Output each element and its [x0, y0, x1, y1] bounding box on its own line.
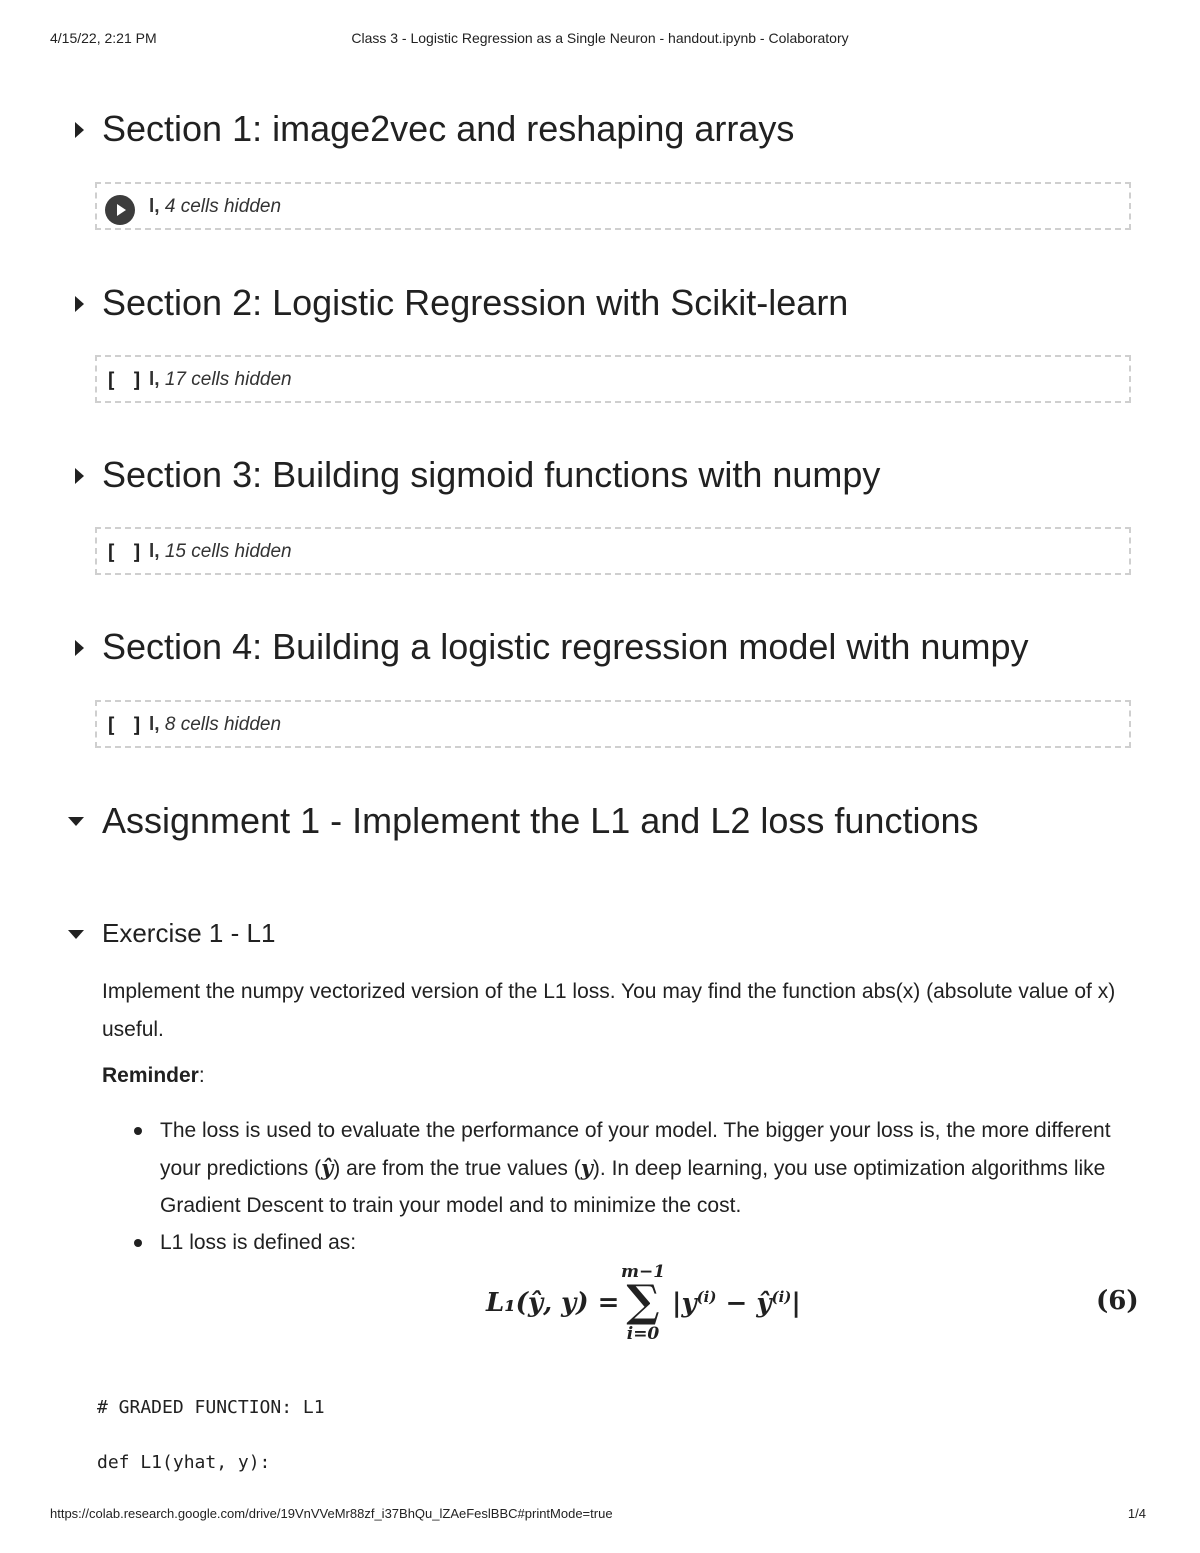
assignment-title: Assignment 1 - Implement the L1 and L2 loss functions [102, 800, 979, 841]
sum-upper-limit: m−1 [620, 1262, 666, 1282]
list-item: The loss is used to evaluate the performance of your model. The bigger your loss is, the more different your predictions (ŷ) are from the true values (y). In deep learning, you use optimization algorithms like Gradient Descent to train your model and to minimize the cost. [132, 1112, 1137, 1224]
print-url: https://colab.research.google.com/drive/19VnVVeMr88zf_i37BhQu_lZAeFeslBBC#printMode=true [50, 1506, 613, 1521]
print-title: Class 3 - Logistic Regression as a Single Neuron - handout.ipynb - Colaboratory [351, 30, 849, 46]
section-2-heading[interactable] [68, 282, 848, 324]
expand-arrow-icon[interactable] [75, 122, 84, 138]
section-1-heading[interactable] [68, 108, 794, 150]
section-2-hidden-cells[interactable] [95, 355, 1131, 403]
section-3-title: Section 3: Building sigmoid functions with numpy [102, 454, 881, 495]
hidden-cells-separator: l, [149, 541, 160, 562]
sigma-symbol: ∑ [626, 1276, 660, 1327]
section-2-title: Section 2: Logistic Regression with Scikit-learn [102, 282, 849, 323]
equation-number: (6) [1096, 1286, 1139, 1316]
cell-run-brackets[interactable]: [ ] [105, 713, 145, 737]
exercise-intro: Implement the numpy vectorized version of the L1 loss. You may find the function abs(x) (absolute value of x) useful. [102, 980, 1116, 1041]
hidden-cells-count: 15 cells hidden [164, 541, 292, 562]
collapse-arrow-icon[interactable] [68, 817, 84, 826]
section-1-title: Section 1: image2vec and reshaping arrays [102, 108, 795, 149]
hidden-cells-count: 8 cells hidden [164, 714, 282, 735]
code-def[interactable]: def L1(yhat, y): [97, 1452, 271, 1473]
page-number: 1/4 [1127, 1506, 1146, 1521]
list-item: L1 loss is defined as: [132, 1224, 1137, 1261]
section-4-title: Section 4: Building a logistic regression model with numpy [102, 626, 1029, 667]
exercise-title: Exercise 1 - L1 [102, 918, 276, 948]
section-3-hidden-cells[interactable] [95, 527, 1131, 575]
formula-lhs: L₁(ŷ, y) = [486, 1288, 620, 1318]
expand-arrow-icon[interactable] [75, 296, 84, 312]
section-4-hidden-cells[interactable] [95, 700, 1131, 748]
print-header [50, 30, 1150, 50]
hidden-cells-separator: l, [149, 196, 160, 217]
hidden-cells-count: 4 cells hidden [164, 196, 282, 217]
hidden-cells-separator: l, [149, 369, 160, 390]
hidden-cells-separator: l, [149, 714, 160, 735]
math-y: y [580, 1155, 593, 1180]
hidden-cells-count: 17 cells hidden [164, 369, 292, 390]
code-comment[interactable]: # GRADED FUNCTION: L1 [97, 1397, 325, 1418]
section-4-heading[interactable] [68, 626, 1028, 668]
cell-run-brackets[interactable]: [ ] [105, 540, 145, 564]
assignment-heading[interactable] [68, 800, 978, 842]
reminder-label: Reminder: [102, 1064, 205, 1087]
expand-arrow-icon[interactable] [75, 640, 84, 656]
exercise-heading[interactable] [68, 918, 275, 949]
reminder-list [132, 1112, 1137, 1261]
sum-lower-limit: i=0 [626, 1324, 660, 1344]
section-3-heading[interactable] [68, 454, 880, 496]
run-cell-icon[interactable] [105, 195, 135, 225]
math-yhat: ŷ [321, 1155, 334, 1180]
collapse-arrow-icon[interactable] [68, 930, 84, 939]
section-1-hidden-cells[interactable] [95, 182, 1131, 230]
cell-run-brackets[interactable]: [ ] [105, 368, 145, 392]
formula-rhs: $|y^{(i)}$ − $ŷ^{(i)}|$ [672, 1288, 801, 1319]
print-footer [50, 1506, 1150, 1526]
print-date: 4/15/22, 2:21 PM [50, 30, 157, 46]
expand-arrow-icon[interactable] [75, 468, 84, 484]
